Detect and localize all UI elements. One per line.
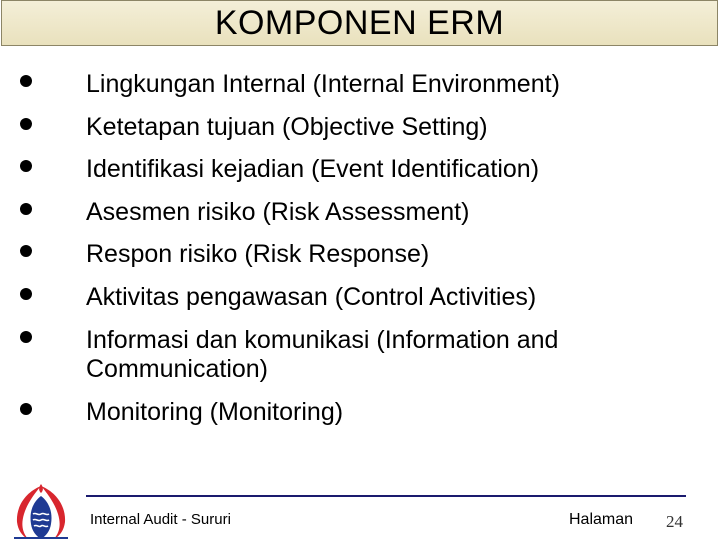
bullet-item (20, 70, 700, 100)
bullet-icon (20, 118, 32, 130)
bullet-icon (20, 245, 32, 257)
bullet-text: Aktivitas pengawasan (Control Activities) (86, 282, 537, 311)
institution-logo-icon (8, 482, 74, 540)
footer-divider (86, 495, 686, 497)
bullet-icon (20, 203, 32, 215)
bullet-item (20, 283, 700, 313)
bullet-item (20, 326, 700, 385)
footer-page-label: Halaman (569, 511, 634, 528)
bullet-list (20, 70, 700, 440)
bullet-text: Respon risiko (Risk Response) (86, 240, 430, 269)
bullet-text: Ketetapan tujuan (Objective Setting) (86, 112, 488, 141)
bullet-text: Asesmen risiko (Risk Assessment) (86, 197, 470, 226)
bullet-icon (20, 288, 32, 300)
bullet-item (20, 113, 700, 143)
bullet-text: Lingkungan Internal (Internal Environment) (86, 70, 560, 98)
bullet-item (20, 198, 700, 228)
bullet-item (20, 240, 700, 270)
bullet-item (20, 398, 700, 428)
bullet-icon (20, 75, 32, 87)
footer-presenter: Internal Audit - Sururi (90, 511, 231, 528)
slide-title: KOMPONEN ERM (214, 4, 505, 42)
bullet-icon (20, 403, 32, 415)
bullet-text: Identifikasi kejadian (Event Identification) (86, 155, 540, 184)
page-number: 24 (666, 512, 683, 531)
bullet-icon (20, 331, 32, 343)
bullet-item (20, 155, 700, 185)
bullet-icon (20, 160, 32, 172)
bullet-text: Monitoring (Monitoring) (86, 397, 344, 426)
bullet-text: Informasi dan komunikasi (Information and Communication) (86, 325, 559, 384)
title-bar (1, 0, 718, 46)
